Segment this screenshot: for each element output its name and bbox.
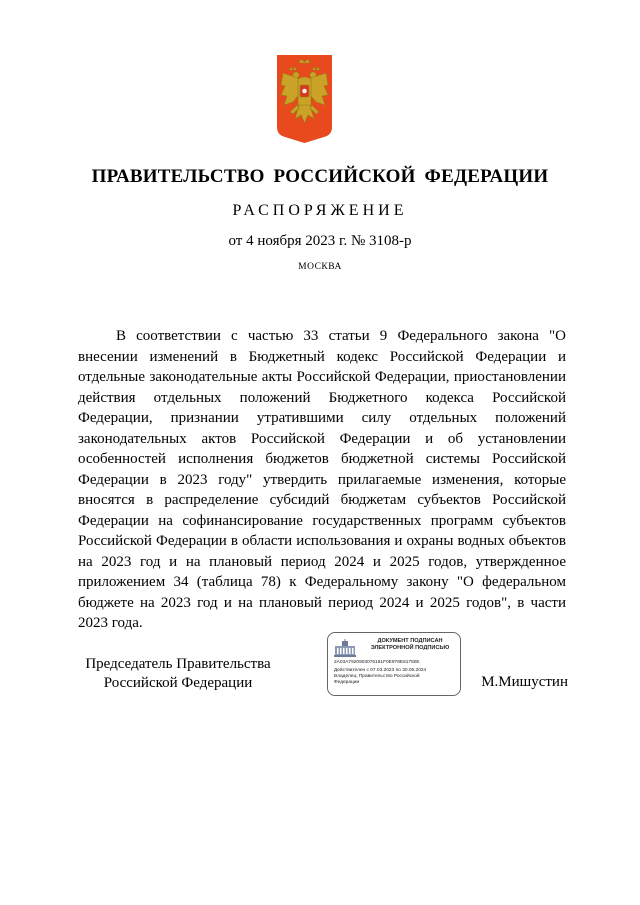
stamp-heading-line1: ДОКУМЕНТ ПОДПИСАН	[377, 638, 443, 644]
order-date-number: от 4 ноября 2023 г. № 3108-р	[228, 233, 412, 249]
stamp-owner-line2: Федерации	[334, 680, 360, 685]
stamp-certificate: 2A03A7920903076161F0E978E81780E	[334, 660, 420, 665]
signer-name: М.Мишустин	[481, 674, 568, 690]
signer-title	[78, 655, 278, 693]
stamp-heading-line2: ЭЛЕКТРОННОЙ ПОДПИСЬЮ	[370, 645, 450, 651]
stamp-validity: Действителен с 07.03.2023 по 30.05.2024	[334, 668, 427, 673]
order-type: РАСПОРЯЖЕНИЕ	[232, 202, 408, 219]
electronic-signature-stamp	[327, 632, 461, 696]
order-body-paragraph: В соответствии с частью 33 статьи 9 Федерального закона "О внесении изменений в Бюджетный кодекс Российской Федерации и отдельные законодательные акты Российской Федерации, приостановлении действия отдельных положений Бюджетного кодекса Российской Федерации, признании утратившими силу отдельных положений законодательных актов Российской Федерации и об установлении особенностей исполнения бюджетов бюджетной системы Российской Федерации в 2023 году" утвердить прилагаемые изменения, которые вносятся в распределение субсидий бюджетам субъектов Российской Федерации на софинансирование государственных программ субъектов Российской Федерации в области использования и охраны водных объектов на 2023 год и на плановый период 2024 и 2025 годов, утвержденное приложением 34 (таблица 78) к Федеральному закону "О федеральном бюджете на 2023 год и на плановый период 2024 и 2025 годов", в части 2023 года.	[78, 328, 566, 631]
coat-of-arms-icon	[277, 55, 332, 143]
city: МОСКВА	[298, 262, 342, 272]
signer-title-line1: Председатель Правительства	[85, 656, 271, 672]
signer-title-line2: Российской Федерации	[103, 675, 253, 691]
government-title: ПРАВИТЕЛЬСТВО РОССИЙСКОЙ ФЕДЕРАЦИИ	[91, 166, 549, 187]
government-building-icon	[334, 639, 356, 657]
stamp-owner-line1: Владелец: Правительство Российской	[334, 674, 420, 679]
stamp-heading	[362, 638, 458, 652]
